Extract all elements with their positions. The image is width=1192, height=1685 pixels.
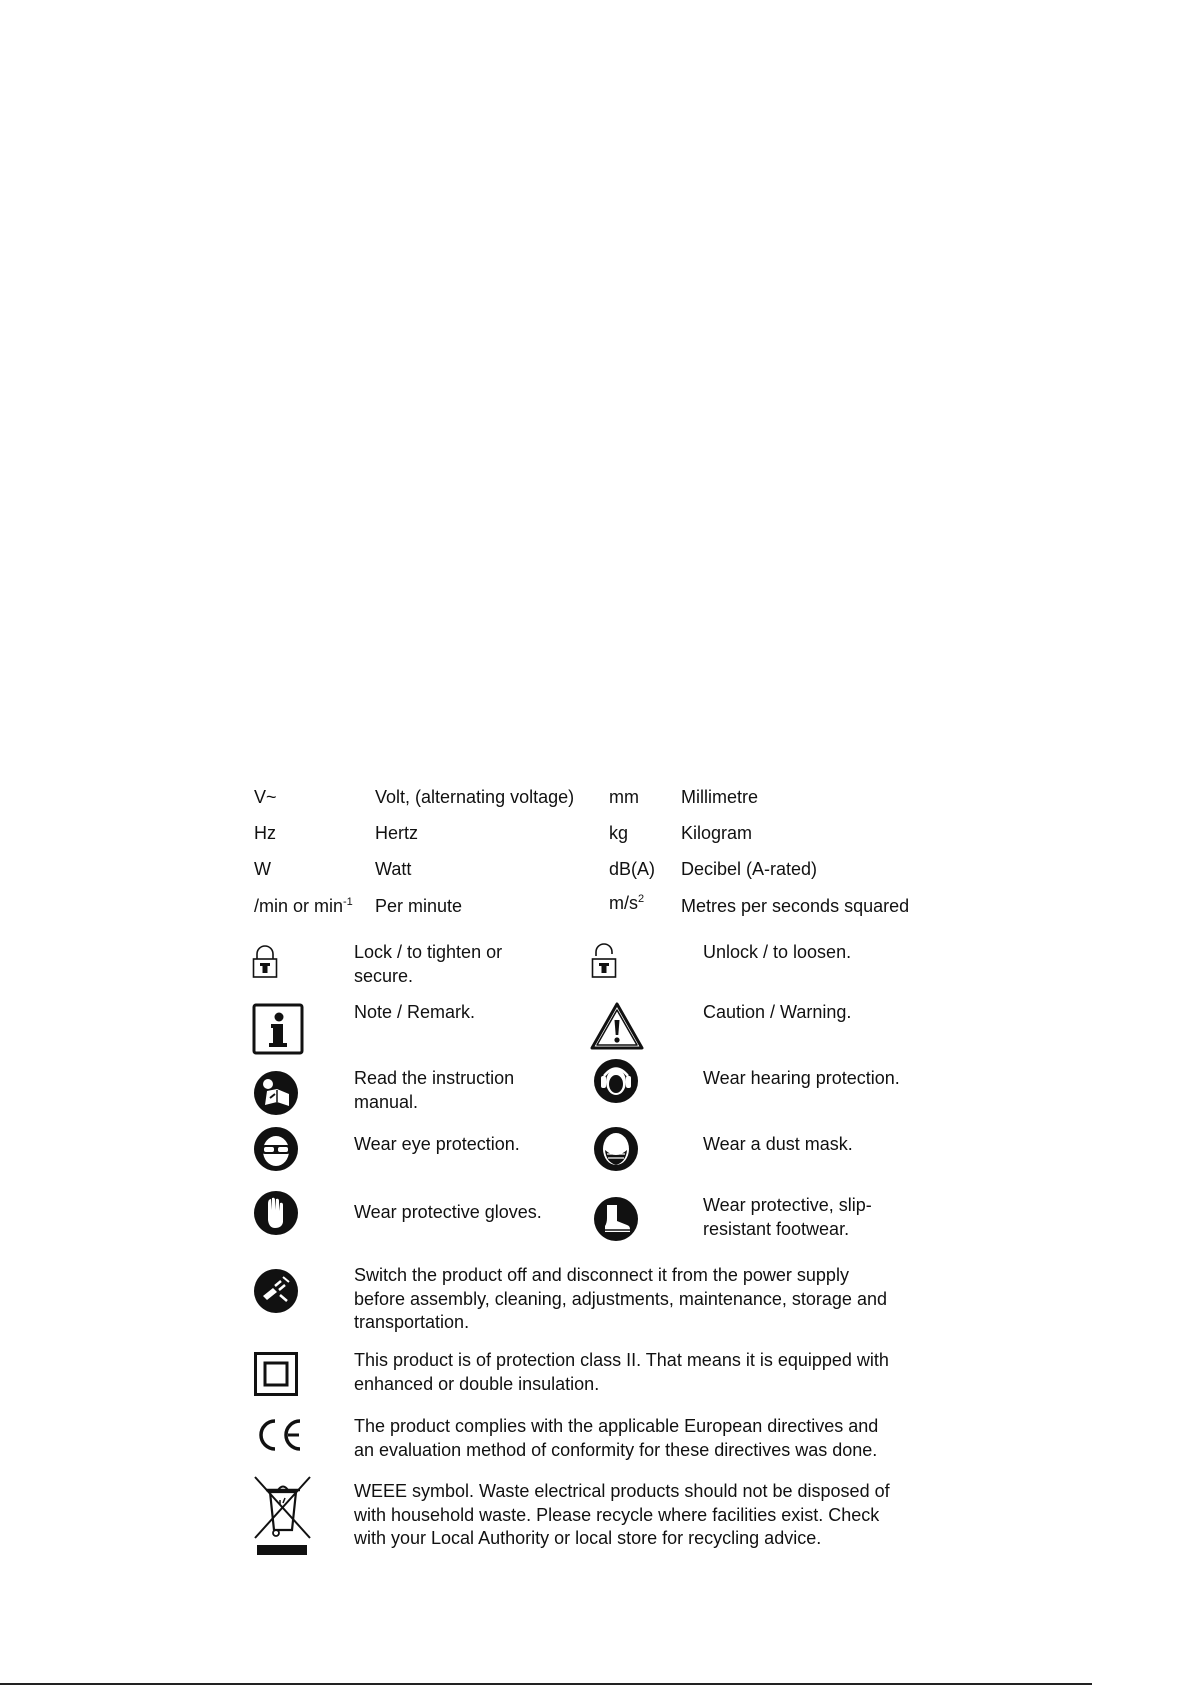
weee-notice	[354, 1480, 914, 1551]
notice-line: with your Local Authority or local store for recycling advice.	[354, 1528, 822, 1548]
notice-line: This product is of protection class II. That means it is equipped with	[354, 1350, 889, 1370]
unlock-icon	[591, 943, 617, 979]
weee-bin-icon	[252, 1474, 314, 1560]
notice-line: Switch the product off and disconnect it from the power supply	[354, 1265, 849, 1285]
info-icon	[252, 1003, 304, 1055]
gloves-text: Wear protective gloves.	[354, 1202, 542, 1222]
unit-symbol: mm	[609, 787, 639, 807]
note-text: Note / Remark.	[354, 1002, 476, 1022]
notice-line: enhanced or double insulation.	[354, 1373, 600, 1394]
notice-line: WEEE symbol. Waste electrical products should not be disposed of	[354, 1481, 890, 1501]
read-manual-icon	[253, 1070, 299, 1116]
unit-description: Kilogram	[681, 823, 753, 843]
unit-description: Decibel (A-rated)	[681, 859, 818, 879]
unit-description: Hertz	[375, 823, 419, 843]
ce-mark-icon	[254, 1418, 304, 1452]
unit-description: Millimetre	[681, 787, 759, 807]
notice-line: with household waste. Please recycle where facilities exist. Check	[354, 1504, 880, 1525]
footwear-text: Wear protective, slip-	[703, 1195, 872, 1215]
dust-text: Wear a dust mask.	[703, 1134, 853, 1154]
manual-text: Read the instruction	[354, 1068, 515, 1088]
ce-notice	[354, 1415, 914, 1462]
unit-description: Per minute	[375, 896, 463, 916]
footwear-icon	[593, 1196, 639, 1242]
notice-line: before assembly, cleaning, adjustments, maintenance, storage and	[354, 1288, 887, 1309]
eye-text: Wear eye protection.	[354, 1134, 520, 1154]
unit-symbol: /min or $\min^{-1}$	[254, 896, 353, 916]
unit-symbol: $m/s^2$	[609, 893, 645, 913]
unit-symbol: V~	[254, 787, 277, 807]
unit-description: Metres per seconds squared	[681, 896, 910, 916]
eye-protection-icon	[253, 1126, 299, 1172]
power-off-notice	[354, 1264, 914, 1335]
gloves-icon	[253, 1190, 299, 1236]
unit-description: Watt	[375, 859, 412, 879]
class-ii-notice	[354, 1349, 914, 1396]
unlock-text: Unlock / to loosen.	[703, 942, 852, 962]
caution-text: Caution / Warning.	[703, 1002, 852, 1022]
unit-description: Volt, (alternating voltage)	[375, 787, 575, 807]
warning-triangle-icon	[590, 1002, 644, 1050]
manual-text: manual.	[354, 1092, 419, 1112]
hearing-text: Wear hearing protection.	[703, 1068, 900, 1088]
protection-class-ii-icon	[254, 1352, 298, 1396]
footwear-text: resistant footwear.	[703, 1219, 850, 1239]
lock-icon	[252, 943, 278, 979]
notice-line: an evaluation method of conformity for these directives was done.	[354, 1439, 878, 1460]
unit-symbol: W	[254, 859, 271, 879]
unit-symbol: dB(A)	[609, 859, 656, 879]
unit-symbol: kg	[609, 823, 629, 843]
dust-mask-icon	[593, 1126, 639, 1172]
hearing-protection-icon	[593, 1058, 639, 1104]
lock-text: Lock / to tighten or	[354, 942, 503, 962]
unit-symbol: Hz	[254, 823, 276, 843]
notice-line: transportation.	[354, 1312, 470, 1332]
notice-line: The product complies with the applicable European directives and	[354, 1416, 879, 1436]
lock-text: secure.	[354, 966, 414, 986]
unplug-icon	[253, 1268, 299, 1314]
